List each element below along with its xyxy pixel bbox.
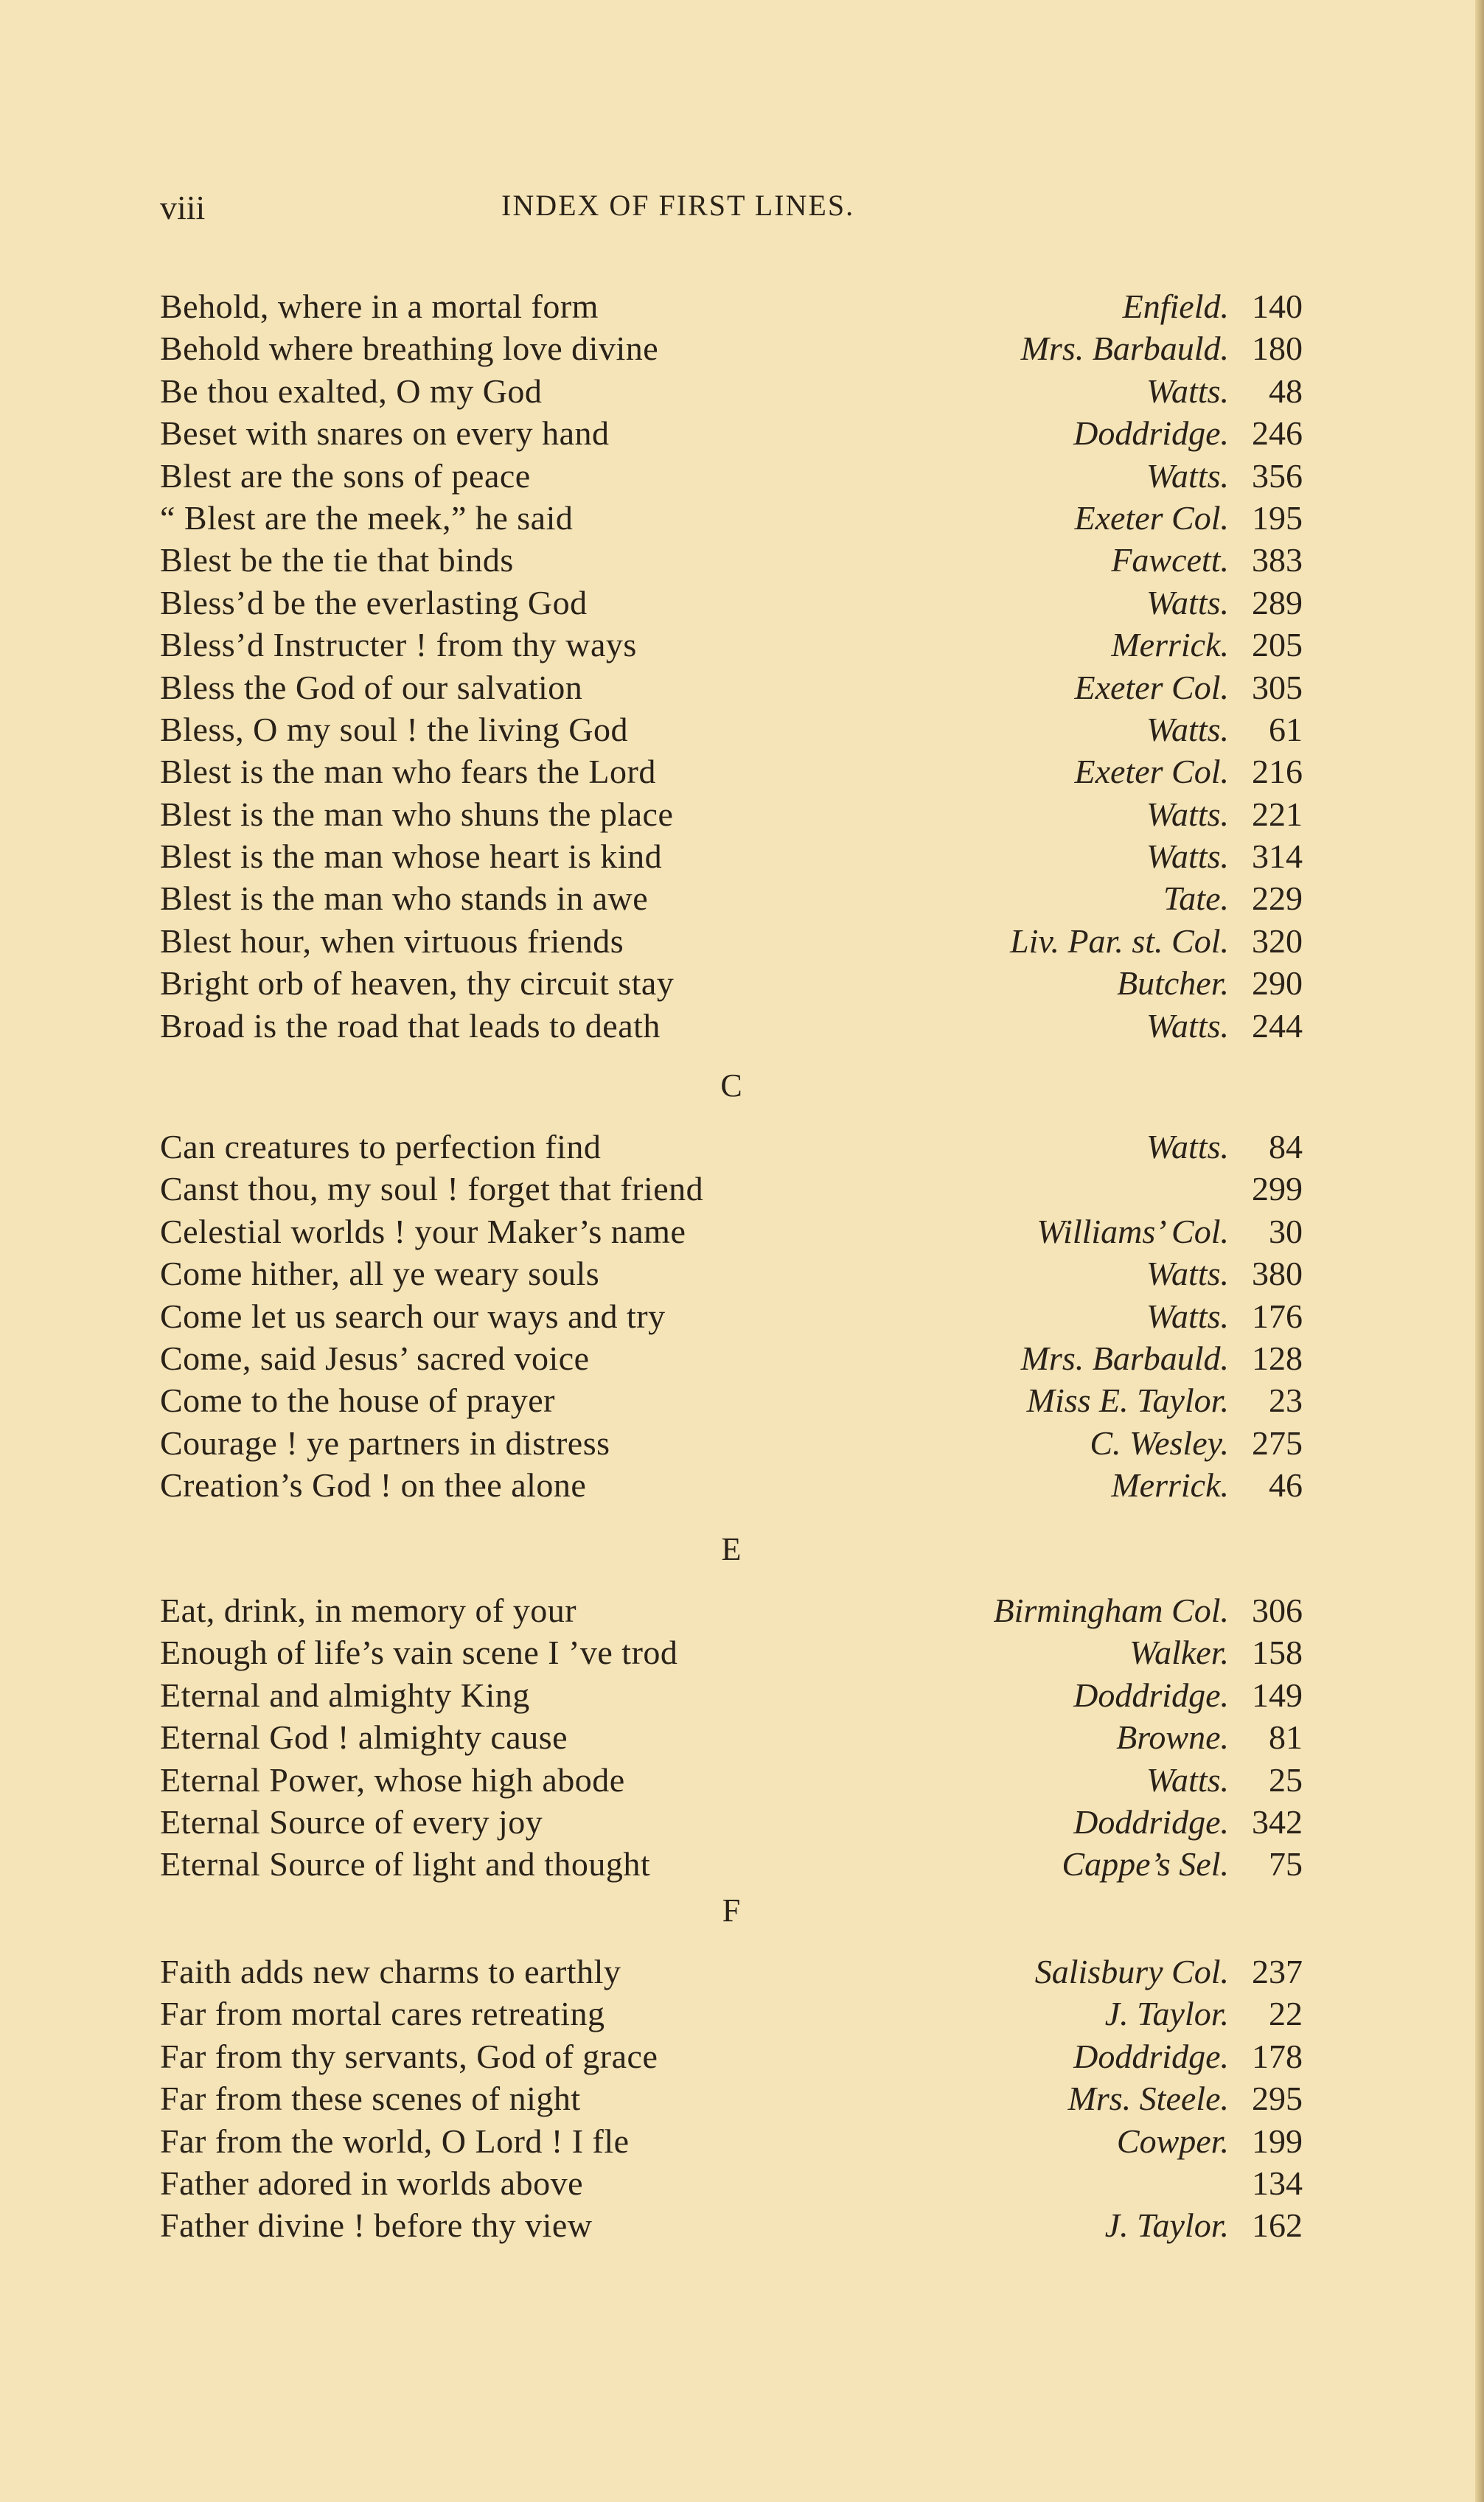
first-line: Blest hour, when virtuous friends <box>160 921 624 960</box>
index-entry <box>160 2077 1303 2119</box>
author: Enfield. <box>1122 288 1229 325</box>
index-entry <box>160 1631 1303 1673</box>
page-ref: 290 <box>1252 964 1303 1003</box>
page-ref: 22 <box>1269 1995 1303 2033</box>
page-ref: 244 <box>1252 1006 1303 1045</box>
first-line: Far from thy servants, God of grace <box>160 2037 658 2075</box>
author: Exeter Col. <box>1074 498 1229 537</box>
first-line: Come let us search our ways and try <box>160 1297 666 1335</box>
index-entry <box>160 666 1303 708</box>
author: Watts. <box>1146 1255 1229 1293</box>
index-entry <box>160 708 1303 750</box>
page-ref: 199 <box>1252 2122 1303 2160</box>
index-entry <box>160 1126 1303 1168</box>
first-line: Celestial worlds ! your Maker’s name <box>160 1212 686 1250</box>
first-line: Eternal God ! almighty cause <box>160 1718 568 1757</box>
author: Watts. <box>1146 456 1229 495</box>
page-ref: 25 <box>1269 1760 1303 1799</box>
page-ref: 205 <box>1252 626 1303 664</box>
author: Watts. <box>1146 1006 1229 1045</box>
author: Doddridge. <box>1073 2037 1229 2075</box>
author: Exeter Col. <box>1074 668 1229 706</box>
first-line: Courage ! ye partners in distress <box>160 1424 610 1462</box>
first-line: Eternal Source of light and thought <box>160 1845 651 1884</box>
first-line: Come, said Jesus’ sacred voice <box>160 1339 590 1377</box>
author: Williams’ Col. <box>1037 1212 1229 1250</box>
first-line: Creation’s God ! on thee alone <box>160 1466 587 1505</box>
first-line: Beset with snares on every hand <box>160 414 610 453</box>
author: Fawcett. <box>1111 541 1229 579</box>
page-ref: 134 <box>1252 2164 1303 2202</box>
index-entry <box>160 877 1303 919</box>
page-ref: 178 <box>1252 2037 1303 2075</box>
index-entry <box>160 1716 1303 1758</box>
index-entry <box>160 1589 1303 1631</box>
index-entry <box>160 1252 1303 1294</box>
index-entry <box>160 412 1303 454</box>
first-line: Father divine ! before thy view <box>160 2206 593 2245</box>
page-ref: 149 <box>1252 1676 1303 1714</box>
page-ref: 383 <box>1252 541 1303 579</box>
first-line: Blest be the tie that binds <box>160 541 514 579</box>
index-entry <box>160 920 1303 962</box>
page-ref: 320 <box>1252 921 1303 960</box>
page-ref: 299 <box>1252 1170 1303 1208</box>
entry-list <box>160 1126 1303 1507</box>
author: Merrick. <box>1111 1466 1229 1505</box>
page-ref: 180 <box>1252 330 1303 368</box>
index-entry <box>160 1168 1303 1210</box>
index-entry <box>160 750 1303 792</box>
first-line: Blest is the man who fears the Lord <box>160 753 656 791</box>
page-ref: 229 <box>1252 879 1303 918</box>
first-line: Can creatures to perfection find <box>160 1128 602 1165</box>
page-ref: 295 <box>1252 2080 1303 2118</box>
page-ref: 275 <box>1252 1424 1303 1462</box>
index-entry <box>160 1759 1303 1801</box>
first-line: Bless’d be the everlasting God <box>160 583 588 621</box>
author: Doddridge. <box>1073 414 1229 453</box>
index-entry <box>160 2204 1303 2246</box>
first-line: “ Blest are the meek,” he said <box>160 498 574 537</box>
author: Watts. <box>1146 583 1229 621</box>
first-line: Bless, O my soul ! the living God <box>160 710 628 748</box>
page-ref: 306 <box>1252 1592 1303 1629</box>
page-ref: 246 <box>1252 414 1303 453</box>
page-ref: 81 <box>1269 1718 1303 1757</box>
author: Doddridge. <box>1073 1676 1229 1714</box>
section-letter: E <box>721 1531 742 1567</box>
index-entry <box>160 539 1303 581</box>
author: Mrs. Steele. <box>1067 2080 1229 2118</box>
page-ref: 48 <box>1269 372 1303 410</box>
author: Liv. Par. st. Col. <box>1010 921 1229 960</box>
page-number: viii <box>160 189 206 226</box>
author: Exeter Col. <box>1074 753 1229 791</box>
page-ref: 84 <box>1269 1128 1303 1165</box>
author: Watts. <box>1146 795 1229 833</box>
first-line: Eternal and almighty King <box>160 1676 530 1714</box>
author: Butcher. <box>1116 964 1229 1003</box>
page-ref: 356 <box>1252 456 1303 495</box>
entry-list <box>160 285 1303 1047</box>
first-line: Eat, drink, in memory of your <box>160 1592 577 1629</box>
page-ref: 162 <box>1252 2206 1303 2245</box>
index-entry <box>160 1005 1303 1047</box>
page-ref: 140 <box>1252 288 1303 325</box>
page-ref: 128 <box>1252 1339 1303 1377</box>
first-line: Eternal Power, whose high abode <box>160 1760 625 1799</box>
author: Browne. <box>1116 1718 1229 1757</box>
first-line: Bless the God of our salvation <box>160 668 583 706</box>
index-entry <box>160 455 1303 497</box>
author: Salisbury Col. <box>1034 1953 1229 1990</box>
author: Mrs. Barbauld. <box>1020 1339 1229 1377</box>
first-line: Eternal Source of every joy <box>160 1802 543 1841</box>
first-line: Blest is the man who stands in awe <box>160 879 649 918</box>
page-ref: 176 <box>1252 1297 1303 1335</box>
author: Watts. <box>1146 837 1229 876</box>
author: Birmingham Col. <box>993 1592 1229 1629</box>
first-line: Broad is the road that leads to death <box>160 1006 661 1045</box>
index-entry <box>160 624 1303 666</box>
page-ref: 216 <box>1252 753 1303 791</box>
page-ref: 289 <box>1252 583 1303 621</box>
first-line: Bright orb of heaven, thy circuit stay <box>160 964 675 1003</box>
first-line: Behold, where in a mortal form <box>160 288 599 325</box>
page-ref: 380 <box>1252 1255 1303 1293</box>
page-ref: 30 <box>1269 1212 1303 1250</box>
first-line: Bless’d Instructer ! from thy ways <box>160 626 637 664</box>
author: Watts. <box>1146 710 1229 748</box>
first-line: Come hither, all ye weary souls <box>160 1255 600 1293</box>
index-entry <box>160 1210 1303 1252</box>
author: Doddridge. <box>1073 1802 1229 1841</box>
author: Walker. <box>1129 1634 1229 1672</box>
first-line: Blest are the sons of peace <box>160 456 531 495</box>
first-line: Faith adds new charms to earthly <box>160 1953 621 1990</box>
first-line: Far from these scenes of night <box>160 2080 581 2118</box>
index-entry <box>160 1843 1303 1885</box>
author: Watts. <box>1146 372 1229 410</box>
author: Watts. <box>1146 1297 1229 1335</box>
author: J. Taylor. <box>1104 1995 1229 2033</box>
first-line: Be thou exalted, O my God <box>160 372 543 410</box>
index-entry <box>160 793 1303 835</box>
author: J. Taylor. <box>1104 2206 1229 2245</box>
author: C. Wesley. <box>1090 1424 1229 1462</box>
index-entry <box>160 1464 1303 1506</box>
page-ref: 61 <box>1269 710 1303 748</box>
page-ref: 195 <box>1252 498 1303 537</box>
index-entry <box>160 1337 1303 1379</box>
index-entry <box>160 285 1303 327</box>
author: Cowper. <box>1116 2122 1229 2160</box>
index-entry <box>160 2035 1303 2077</box>
first-line: Come to the house of prayer <box>160 1381 555 1420</box>
index-entry <box>160 1801 1303 1843</box>
entry-list <box>160 1951 1303 2247</box>
first-line: Blest is the man whose heart is kind <box>160 837 663 876</box>
page-ref: 221 <box>1252 795 1303 833</box>
index-entry <box>160 1422 1303 1464</box>
author: Merrick. <box>1111 626 1229 664</box>
first-line: Behold where breathing love divine <box>160 330 659 368</box>
page-edge <box>1475 0 1484 2502</box>
section-letter: C <box>720 1067 742 1104</box>
first-line: Far from mortal cares retreating <box>160 1995 605 2033</box>
page-ref: 305 <box>1252 668 1303 706</box>
author: Cappe’s Sel. <box>1062 1845 1229 1884</box>
page-title: INDEX OF FIRST LINES. <box>501 189 855 222</box>
page-ref: 314 <box>1252 837 1303 876</box>
page-ref: 46 <box>1269 1466 1303 1505</box>
index-entry <box>160 327 1303 369</box>
index-entry <box>160 497 1303 539</box>
page-ref: 158 <box>1252 1634 1303 1672</box>
author: Watts. <box>1146 1760 1229 1799</box>
page-ref: 23 <box>1269 1381 1303 1420</box>
index-entry <box>160 1993 1303 2035</box>
index-entry <box>160 2162 1303 2204</box>
author: Tate. <box>1163 879 1229 918</box>
first-line: Blest is the man who shuns the place <box>160 795 674 833</box>
first-line: Canst thou, my soul ! forget that friend <box>160 1170 704 1208</box>
author: Mrs. Barbauld. <box>1020 330 1229 368</box>
index-entry <box>160 835 1303 877</box>
index-entry <box>160 1295 1303 1337</box>
index-entry <box>160 1951 1303 1993</box>
first-line: Far from the world, O Lord ! I fle <box>160 2122 630 2160</box>
section-letter: F <box>722 1892 741 1928</box>
page-ref: 75 <box>1269 1845 1303 1884</box>
index-entry <box>160 1674 1303 1716</box>
index-entry <box>160 370 1303 412</box>
first-line: Father adored in worlds above <box>160 2164 584 2202</box>
author: Watts. <box>1146 1128 1229 1165</box>
page-ref: 237 <box>1252 1953 1303 1990</box>
index-entry <box>160 1379 1303 1421</box>
author: Miss E. Taylor. <box>1026 1381 1229 1420</box>
entry-list <box>160 1589 1303 1886</box>
first-line: Enough of life’s vain scene I ’ve trod <box>160 1634 678 1672</box>
index-entry <box>160 962 1303 1004</box>
page-ref: 342 <box>1252 1802 1303 1841</box>
index-entry <box>160 2120 1303 2162</box>
index-entry <box>160 582 1303 624</box>
